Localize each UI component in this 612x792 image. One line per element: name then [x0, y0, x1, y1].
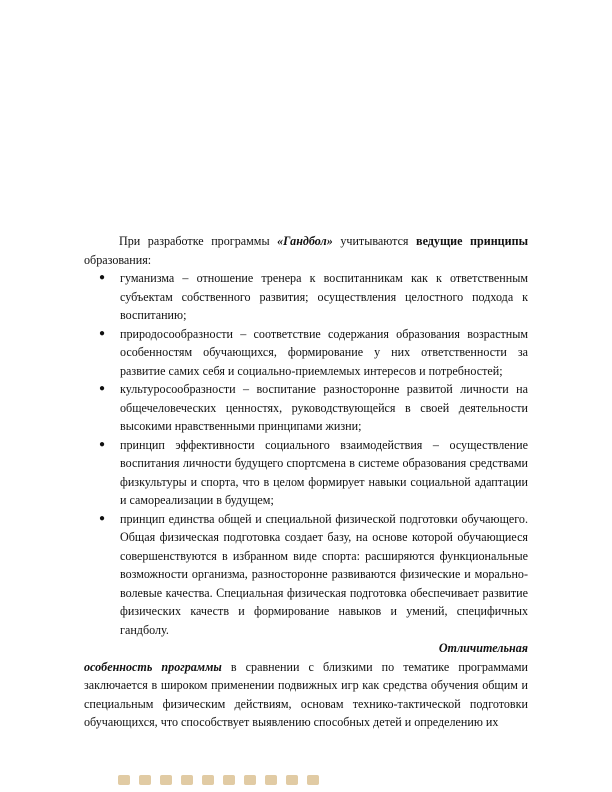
list-item: [84, 510, 528, 640]
principles-list: [84, 269, 528, 639]
bullet-icon: ●: [99, 438, 106, 450]
leading-principles-term: ведущие принципы: [416, 234, 529, 248]
principle-text: принцип единства общей и специальной физической подготовки обучающего. Общая физическая подготовка создает базу, на основе которой обучающиеся совершенствуются в избранном виде спорта: расширяются функциональные возможности организма, разносторонне развиваются физические и морально-волевые качества. Специальная физическая подготовка обеспечивает развитие физических качеств и формирование навыков и умений, специфичных гандболу.: [120, 511, 528, 637]
intro-paragraph: [84, 232, 528, 269]
bullet-icon: ●: [99, 327, 106, 339]
intro-text: При разработке программы: [119, 234, 278, 248]
list-item: [84, 380, 528, 436]
intro-text-2: учитываются: [332, 234, 417, 248]
principle-text: природосообразности – соответствие содержания образования возрастным особенностям обучающихся, формирование у них ответственности за развитие самих себя и социально-приемлемых интересов и потребностей;: [120, 326, 528, 378]
list-item: [84, 436, 528, 510]
watermark-decoration: [118, 772, 378, 786]
principle-text: принцип эффективности социального взаимодействия – осуществление воспитания личности будущего спортсмена в системе образования средствами физкультуры и спорта, что в целом формирует навыки социальной адаптации и самореализации в будущем;: [120, 437, 528, 507]
distinct-text: в сравнении с близкими по тематике программами заключается в широком применении подвижных игр как средства обучения общим и специальным физическим действиям, основам технико-тактической подготовки обучающихся, что способствует выявлению способных детей и определению их: [84, 659, 528, 729]
bullet-icon: ●: [99, 383, 106, 394]
intro-text-3: образования:: [84, 252, 152, 267]
list-item: [84, 269, 528, 325]
distinct-heading: Отличительная: [438, 641, 528, 655]
list-item: [84, 325, 528, 381]
principle-text: культуросообразности – воспитание разносторонне развитой личности на общечеловеческих ценностях, руководствующейся в своей деятельности высокими нравственными принципами жизни;: [120, 382, 528, 433]
bullet-icon: ●: [99, 272, 106, 283]
bullet-icon: ●: [99, 512, 106, 524]
distinct-paragraph: [84, 658, 528, 732]
program-name: «Гандбол»: [277, 234, 333, 248]
principle-text: гуманизма – отношение тренера к воспитанникам как к ответственным субъектам собственного развития; осуществления целостного подхода к воспитанию;: [120, 271, 528, 322]
document-page: [84, 232, 528, 732]
distinct-feature-term: особенность программы: [84, 659, 222, 674]
